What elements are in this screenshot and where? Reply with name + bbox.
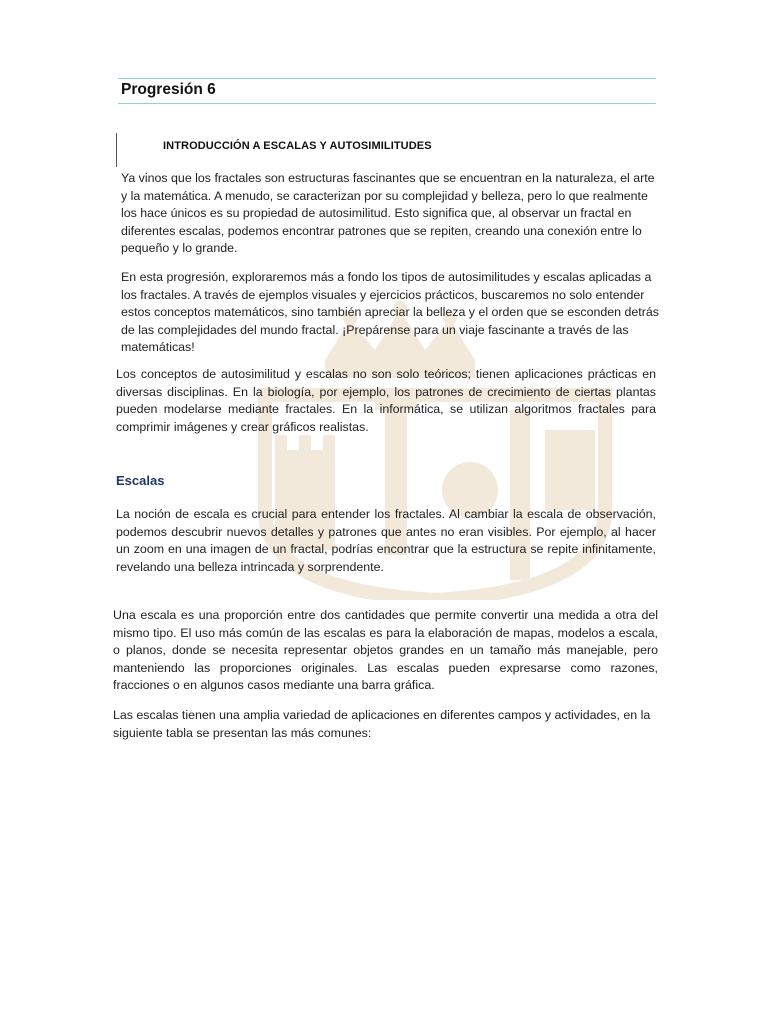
section-heading: INTRODUCCIÓN A ESCALAS Y AUTOSIMILITUDES [163, 140, 432, 152]
escalas-paragraph-2: Una escala es una proporción entre dos cantidades que permite convertir una medida a otra del mismo tipo. El uso más común de las escalas es para la elaboración de mapas, modelos a escala, o planos, donde se necesita representar objetos grandes en un tamaño más manejable, pero manteniendo las proporciones originales. Las escalas pueden expresarse como razones, fracciones o en algunos casos mediante una barra gráfica. [113, 608, 658, 693]
escalas-paragraph-3: Las escalas tienen una amplia variedad de aplicaciones en diferentes campos y actividades, en la siguiente tabla se presentan las más comunes: [113, 708, 651, 740]
escalas-paragraph-1: La noción de escala es crucial para entender los fractales. Al cambiar la escala de observación, podemos descubrir nuevos detalles y patrones que antes no eran visibles. Por ejemplo, al hacer un zoom en una imagen de un fractal, podrías encontrar que la estructura se repite infinitamente, revelando una belleza intrincada y sorprendente. [116, 507, 656, 574]
intro-paragraph-3: Los conceptos de autosimilitud y escalas no son solo teóricos; tienen aplicaciones prácticas en diversas disciplinas. En la biología, por ejemplo, los patrones de crecimiento de ciertas plantas pueden modelarse mediante fractales. En la informática, se utilizan algoritmos fractales para comprimir imágenes y crear gráficos realistas. [116, 367, 656, 434]
page-title: Progresión 6 [121, 81, 216, 98]
title-top-rule [118, 78, 656, 79]
title-bottom-rule [118, 103, 656, 104]
intro-paragraph-2: En esta progresión, exploraremos más a fondo los tipos de autosimilitudes y escalas aplicadas a los fractales. A través de ejemplos visuales y ejercicios prácticos, buscaremos no solo entender estos conceptos matemáticos, sino también apreciar la belleza y el orden que se esconden detrás de las complejidades del mundo fractal. ¡Prepárense para un viaje fascinante a través de las matemáticas! [121, 270, 659, 355]
intro-paragraph-1: Ya vinos que los fractales son estructuras fascinantes que se encuentran en la naturaleza, el arte y la matemática. A menudo, se caracterizan por su complejidad y belleza, pero lo que realmente los hace únicos es su propiedad de autosimilitud. Esto significa que, al observar un fractal en diferentes escalas, podemos encontrar patrones que se repiten, creando una conexión entre lo pequeño y lo grande. [121, 171, 655, 256]
escalas-title: Escalas [116, 473, 165, 488]
margin-bar [116, 133, 117, 167]
